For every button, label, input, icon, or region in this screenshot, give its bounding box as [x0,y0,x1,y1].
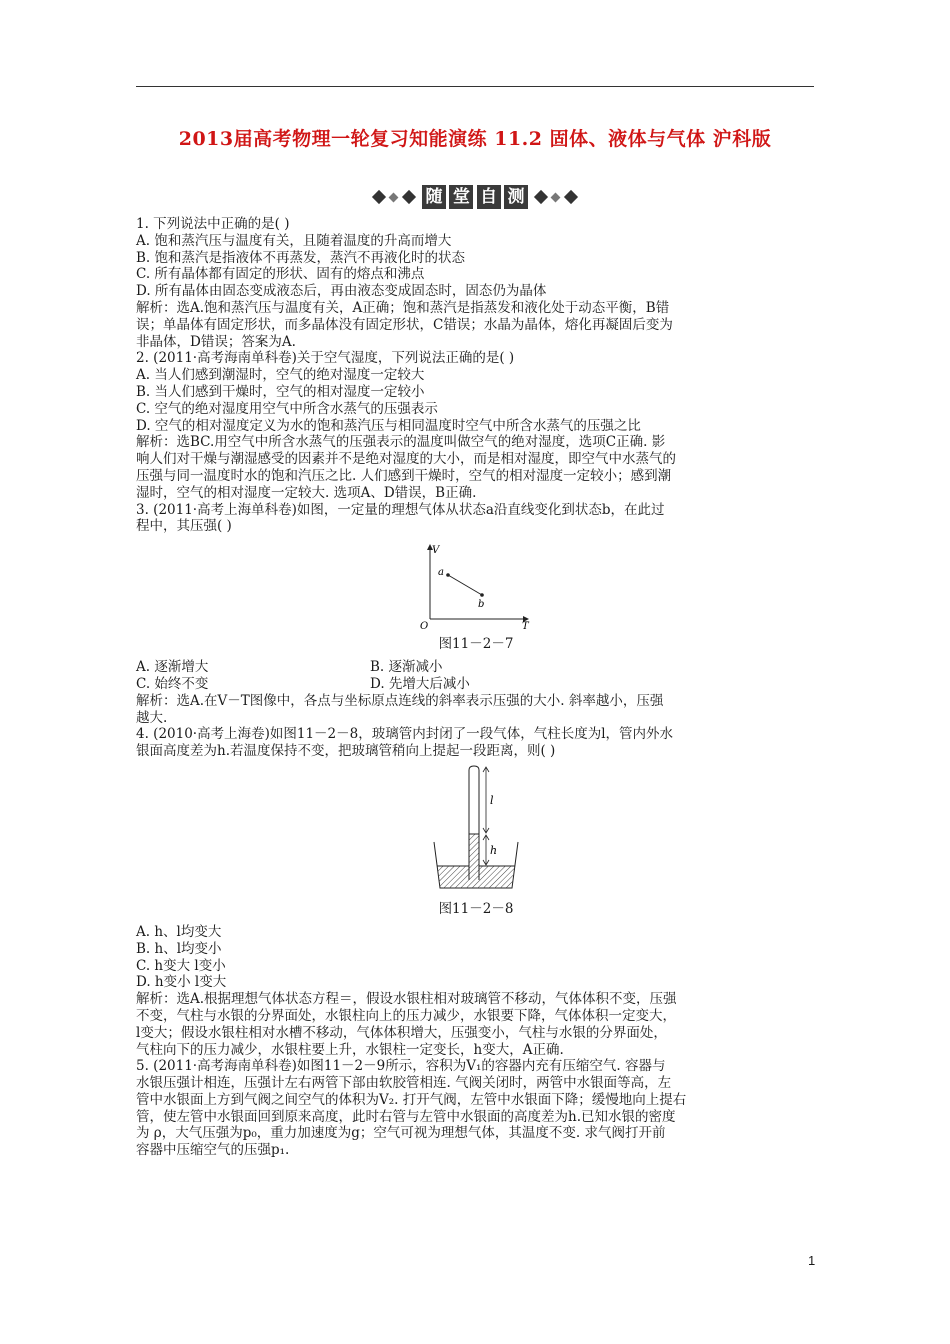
analysis-line: 越大. [136,709,168,726]
analysis-line: 湿时，空气的相对湿度一定较大. 选项A、D错误，B正确. [136,484,477,501]
question-2 [136,350,816,501]
option-a: A. h、l均变大 [136,923,222,940]
question-list [136,216,816,1159]
section-char: 堂 [449,185,473,209]
figure-11-2-8 [136,764,816,898]
analysis-line: 非晶体，D错误；答案为A. [136,333,296,350]
small-diamond-icon [551,193,561,203]
option-a: A. 饱和蒸汽压与温度有关，且随着温度的升高而增大 [136,232,452,249]
diamond-icon [372,190,386,204]
diamond-icon [402,190,416,204]
process-line [448,575,482,595]
analysis-line: 解析：选A.根据理想气体状态方程＝，假设水银柱相对玻璃管不移动，气体体积不变，压强 [136,991,677,1008]
question-stem: 管，使左管中水银面回到原来高度，此时右管与左管中水银面的高度差为h.已知水银的密度 [136,1108,676,1125]
option-d: D. 先增大后减小 [370,675,470,692]
option-row [136,659,816,676]
header-rule [136,86,814,87]
analysis-line: 响人们对干燥与潮湿感受的因素并不是绝对湿度的大小，而是相对湿度，即空气中水蒸气的 [136,451,676,468]
figure-caption: 图11－2－7 [438,636,514,653]
small-diamond-icon [389,193,399,203]
option-b: B. 逐渐减小 [370,659,443,676]
analysis-line: l变大；假设水银柱相对水槽不移动，气体体积增大，压强变小，气柱与水银的分界面处， [136,1024,667,1041]
h-label: h [490,843,498,857]
l-label: l [490,793,494,807]
option-a: A. 当人们感到潮湿时，空气的绝对湿度一定较大 [136,367,425,384]
mercury-column [470,834,479,880]
analysis-line: 解析：选A.饱和蒸汽压与温度有关，A正确；饱和蒸汽是指蒸发和液化处于动态平衡，B错 [136,299,670,316]
option-c: C. h变大 l变小 [136,957,226,974]
analysis-line: 气柱向下的压力减少，水银柱要上升，水银柱一定变长，h变大，A正确. [136,1041,564,1058]
question-stem: 管中水银面上方到气阀之间空气的体积为V₂. 打开气阀，左管中水银面下降；缓慢地向上提右 [136,1091,687,1108]
analysis-line: 解析：选BC.用空气中所含水蒸气的压强表示的温度叫做空气的绝对湿度，选项C正确. 影 [136,434,666,451]
figure-11-2-7 [136,539,816,633]
analysis-line: 不变，气柱与水银的分界面处，水银柱向上的压力减少，水银要下降，气体体积一定变大， [136,1007,676,1024]
question-stem: 银面高度差为h.若温度保持不变，把玻璃管稍向上提起一段距离，则( ) [136,743,556,760]
question-stem: 水银压强计相连，压强计左右两管下部由软胶管相连. 气阀关闭时，两管中水银面等高，左 [136,1075,672,1092]
question-3 [136,502,816,727]
option-d: D. h变小 l变大 [136,974,227,991]
question-stem: 4. (2010·高考上海卷)如图11－2－8，玻璃管内封闭了一段气体，气柱长度为l，管内外水 [136,726,674,743]
section-char: 测 [504,185,528,209]
v-axis-label: V [432,545,440,557]
question-5 [136,1058,816,1159]
analysis-line: 压强与同一温度时水的饱和汽压之比. 人们感到干燥时，空气的相对湿度一定较小；感到潮 [136,467,672,484]
question-4 [136,726,816,1058]
option-d: D. 所有晶体由固态变成液态后，再由液态变成固态时，固态仍为晶体 [136,283,547,300]
option-c: C. 空气的绝对湿度用空气中所含水蒸气的压强表示 [136,400,438,417]
option-a: A. 逐渐增大 [136,659,209,676]
option-d: D. 空气的相对湿度定义为水的饱和蒸汽压与相同温度时空气中所含水蒸气的压强之比 [136,417,641,434]
document-title: 2013届高考物理一轮复习知能演练 11.2 固体、液体与气体 沪科版 [178,128,772,150]
point-b-label: b [478,599,485,611]
question-stem: 程中，其压强( ) [136,518,232,535]
question-stem: 2. (2011·高考海南单科卷)关于空气湿度，下列说法正确的是( ) [136,350,515,367]
option-b: B. 饱和蒸汽是指液体不再蒸发，蒸汽不再液化时的状态 [136,249,466,266]
origin-label: O [420,621,429,630]
question-stem: 1. 下列说法中正确的是( ) [136,216,290,232]
option-row [136,676,816,693]
figure-caption: 图11－2－8 [438,900,514,917]
diamond-icon [564,190,578,204]
option-c: C. 所有晶体都有固定的形状、固有的熔点和沸点 [136,266,425,283]
tube-diagram [426,764,526,894]
section-title [422,185,528,209]
question-1 [136,216,816,350]
question-stem: 容器中压缩空气的压强p₁. [136,1142,290,1159]
question-stem: 5. (2011·高考海南单科卷)如图11－2－9所示，容积为V₁的容器内充有压缩空气. 容器与 [136,1058,666,1075]
option-b: B. 当人们感到干燥时，空气的相对湿度一定较小 [136,383,425,400]
question-stem: 为 ρ，大气压强为p₀，重力加速度为g；空气可视为理想气体，其温度不变. 求气阀打开前 [136,1125,666,1142]
point-a-label: a [438,567,444,579]
analysis-line: 解析：选A.在V－T图像中，各点与坐标原点连线的斜率表示压强的大小. 斜率越小，压强 [136,692,664,709]
section-char: 随 [422,185,446,209]
point-b [480,593,484,597]
question-stem: 3. (2011·高考上海单科卷)如图，一定量的理想气体从状态a沿直线变化到状态b，在此过 [136,501,665,518]
diamond-icon [534,190,548,204]
analysis-line: 误；单晶体有固定形状，而多晶体没有固定形状，C错误；水晶为晶体，熔化再凝固后变为 [136,316,673,333]
option-c: C. 始终不变 [136,675,209,692]
page-number: 1 [808,1253,816,1268]
section-char: 自 [477,185,501,209]
vt-graph [416,539,536,629]
point-a [446,573,450,577]
t-axis-label: T [522,621,529,630]
section-header [370,184,580,212]
option-b: B. h、l均变小 [136,940,222,957]
